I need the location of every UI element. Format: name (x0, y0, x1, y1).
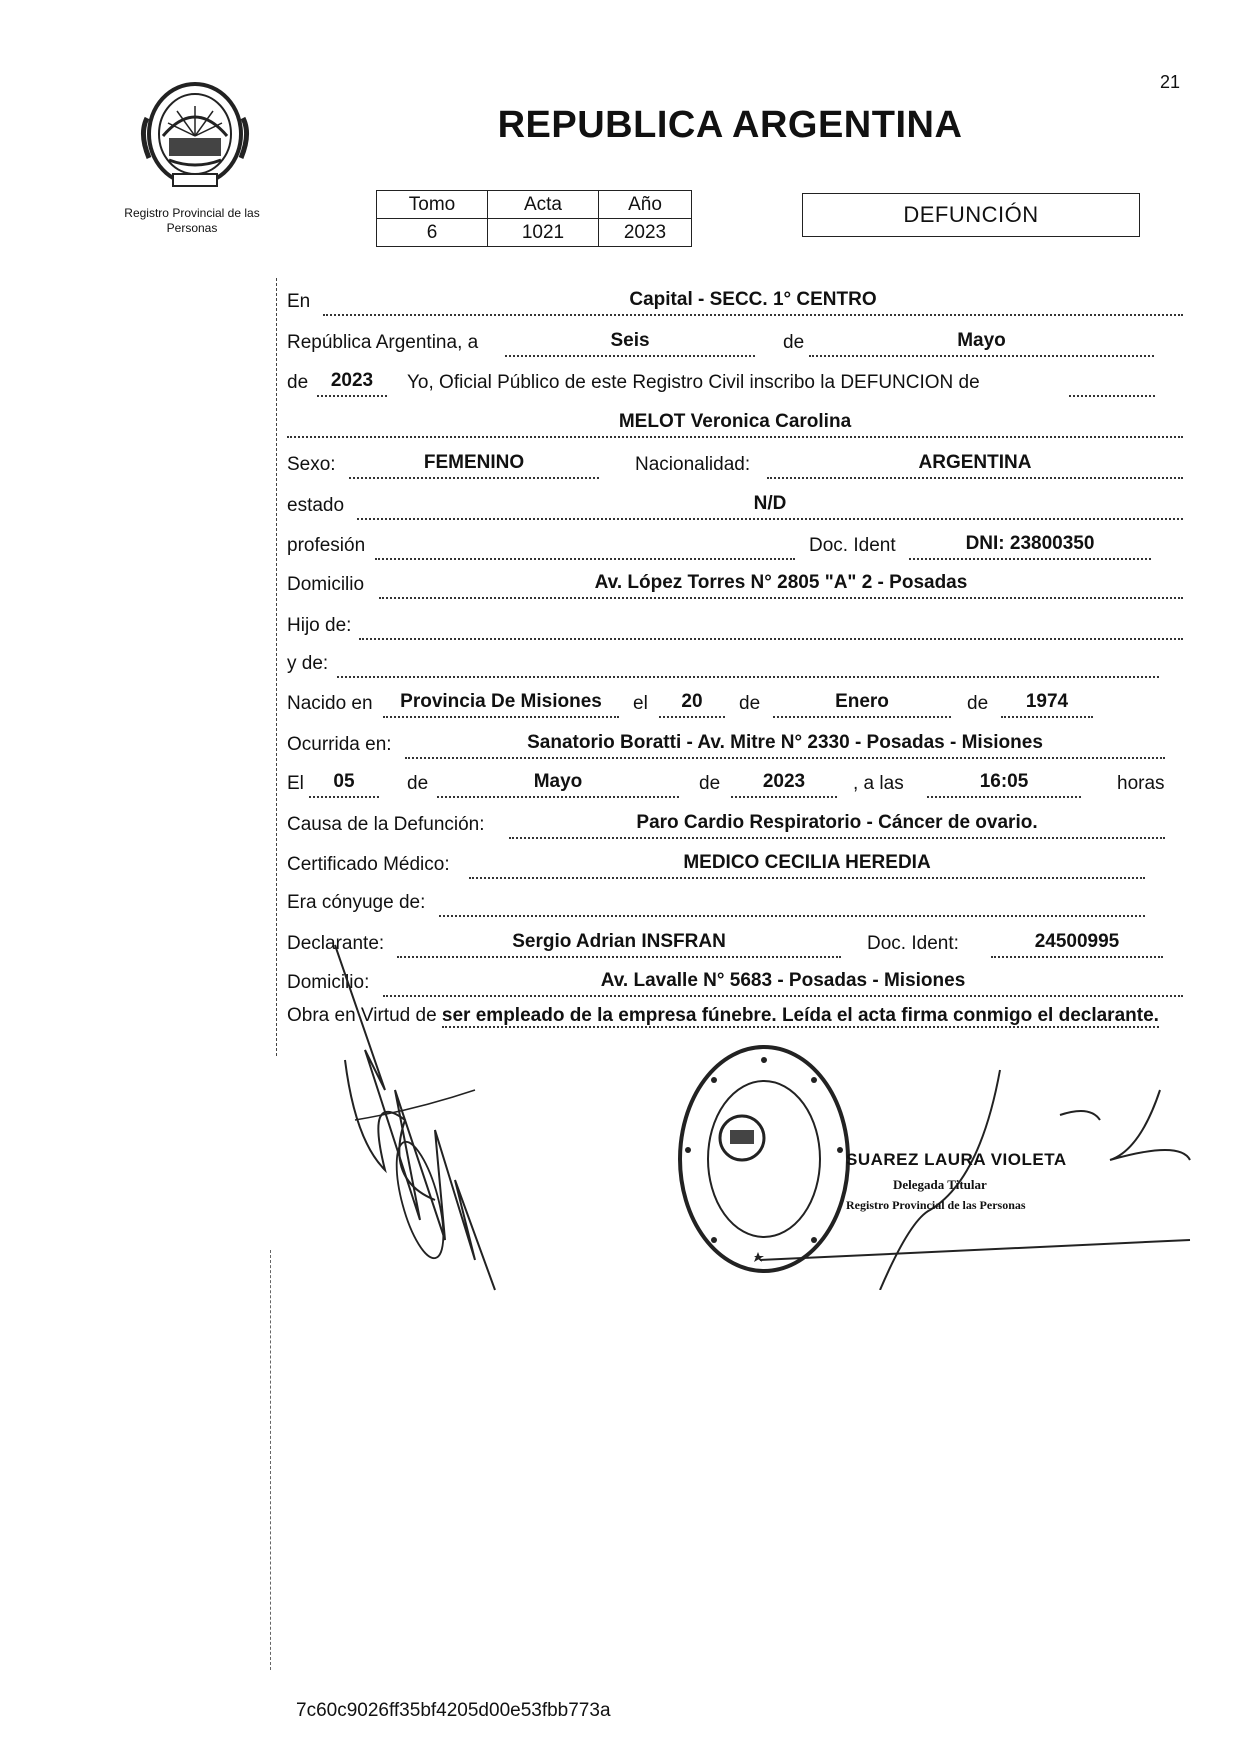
causa-label: Causa de la Defunción: (287, 814, 485, 835)
oficial-signature-icon (760, 1060, 1200, 1290)
sexo-value: FEMENINO (349, 451, 599, 479)
row-conyuge (287, 887, 1183, 917)
republica-label: República Argentina, a (287, 332, 479, 353)
conyuge-value (439, 889, 1145, 917)
en-label: En (287, 291, 311, 312)
dia-texto-value: Seis (505, 329, 755, 357)
oficial-registro: Registro Provincial de las Personas (846, 1198, 1026, 1212)
nac-anio-value: 1974 (1001, 690, 1093, 718)
tomo-header: Tomo (377, 191, 488, 219)
def-hora-value: 16:05 (927, 770, 1081, 798)
obra-prefix: Obra en Virtud de (287, 1005, 437, 1026)
def-de-label: de (407, 773, 429, 794)
hijo-label: Hijo de: (287, 615, 352, 636)
oficial-name: SUAREZ LAURA VIOLETA (846, 1150, 1067, 1169)
margin-ticks (270, 1250, 279, 1670)
declarante-label: Declarante: (287, 933, 385, 954)
row-profesion (287, 530, 1183, 560)
ocurrida-value: Sanatorio Boratti - Av. Mitre N° 2330 - Posadas - Misiones (405, 731, 1165, 759)
document-hash: 7c60c9026ff35bf4205d00e53fbb773a (296, 1700, 611, 1721)
def-de-label-2: de (699, 773, 721, 794)
hijo-value (359, 612, 1183, 640)
acta-header: Acta (488, 191, 599, 219)
tomo-value: 6 (377, 219, 488, 247)
nacionalidad-label: Nacionalidad: (635, 454, 751, 475)
page-title: REPUBLICA ARGENTINA (497, 104, 963, 146)
row-inscribo (287, 367, 1183, 397)
declarante-signature-icon (325, 940, 505, 1300)
de-label-2: de (287, 372, 309, 393)
domicilio-value: Av. López Torres N° 2805 "A" 2 - Posadas (379, 571, 1183, 599)
margin-line (276, 278, 277, 1056)
obra-text: ser empleado de la empresa fúnebre. Leída el acta firma conmigo el declarante. (441, 1005, 1159, 1026)
inscribo-blank (1069, 369, 1155, 397)
def-mes-value: Mayo (437, 770, 679, 798)
def-anio-value: 2023 (731, 770, 837, 798)
decl-doc-label: Doc. Ident: (867, 933, 959, 954)
def-dia-value: 05 (309, 770, 379, 798)
profesion-label: profesión (287, 535, 366, 556)
row-nombre (287, 408, 1183, 438)
row-lugar (287, 286, 1183, 316)
registro-label: Registro Provincial de las Personas (124, 206, 260, 235)
page-number: 21 (1160, 72, 1181, 92)
nombre-value: MELOT Veronica Carolina (287, 410, 1183, 438)
decl-doc-value: 24500995 (991, 930, 1163, 958)
domicilio-label: Domicilio (287, 574, 365, 595)
nacido-label: Nacido en (287, 693, 373, 714)
row-estado (287, 490, 1183, 520)
doc-ident-label: Doc. Ident (809, 535, 896, 556)
nac-de-label: de (739, 693, 761, 714)
acta-value: 1021 (488, 219, 599, 247)
nac-mes-value: Enero (773, 690, 951, 718)
row-causa (287, 809, 1183, 839)
inscribo-text: Yo, Oficial Público de este Registro Civil inscribo la DEFUNCION de (407, 372, 980, 393)
row-domicilio (287, 569, 1183, 599)
row-nacido (287, 688, 1183, 718)
yde-label: y de: (287, 653, 329, 674)
nacido-lugar-value: Provincia De Misiones (383, 690, 619, 718)
row-sexo (287, 449, 1183, 479)
yde-value (337, 650, 1159, 678)
nac-dia-value: 20 (659, 690, 725, 718)
decl-domicilio-value: Av. Lavalle N° 5683 - Posadas - Misiones (383, 969, 1183, 997)
ocurrida-label: Ocurrida en: (287, 734, 392, 755)
profesion-value (375, 532, 795, 560)
certificado-label: Certificado Médico: (287, 854, 450, 875)
el-label: el (633, 693, 648, 714)
row-hijo (287, 610, 1183, 640)
el-fecha-label: El (287, 773, 304, 794)
oficial-cargo: Delegada Titular (893, 1177, 987, 1192)
decl-domicilio-label: Domicilio: (287, 972, 370, 993)
row-yde (287, 648, 1183, 678)
conyuge-label: Era cónyuge de: (287, 892, 426, 913)
sexo-label: Sexo: (287, 454, 336, 475)
anio-inscripcion-value: 2023 (317, 369, 387, 397)
provincial-crest-icon (135, 78, 255, 190)
declarante-value: Sergio Adrian INSFRAN (397, 930, 841, 958)
lugar-value: Capital - SECC. 1° CENTRO (323, 288, 1183, 316)
horas-label: horas (1117, 773, 1165, 794)
nacionalidad-value: ARGENTINA (767, 451, 1183, 479)
doc-ident-value: DNI: 23800350 (909, 532, 1151, 560)
row-fecha (287, 327, 1183, 357)
anio-value: 2023 (599, 219, 692, 247)
estado-label: estado (287, 495, 345, 516)
causa-value: Paro Cardio Respiratorio - Cáncer de ovario. (509, 811, 1165, 839)
row-fecha-defuncion (287, 768, 1183, 798)
reference-table (376, 190, 692, 247)
row-ocurrida (287, 729, 1183, 759)
row-certificado (287, 849, 1183, 879)
document-type-box: DEFUNCIÓN (802, 193, 1140, 237)
certificado-value: MEDICO CECILIA HEREDIA (469, 851, 1145, 879)
estado-value: N/D (357, 492, 1183, 520)
mes-value: Mayo (809, 329, 1154, 357)
de-label: de (783, 332, 805, 353)
anio-header: Año (599, 191, 692, 219)
alas-label: , a las (853, 773, 904, 794)
nac-de-label-2: de (967, 693, 989, 714)
